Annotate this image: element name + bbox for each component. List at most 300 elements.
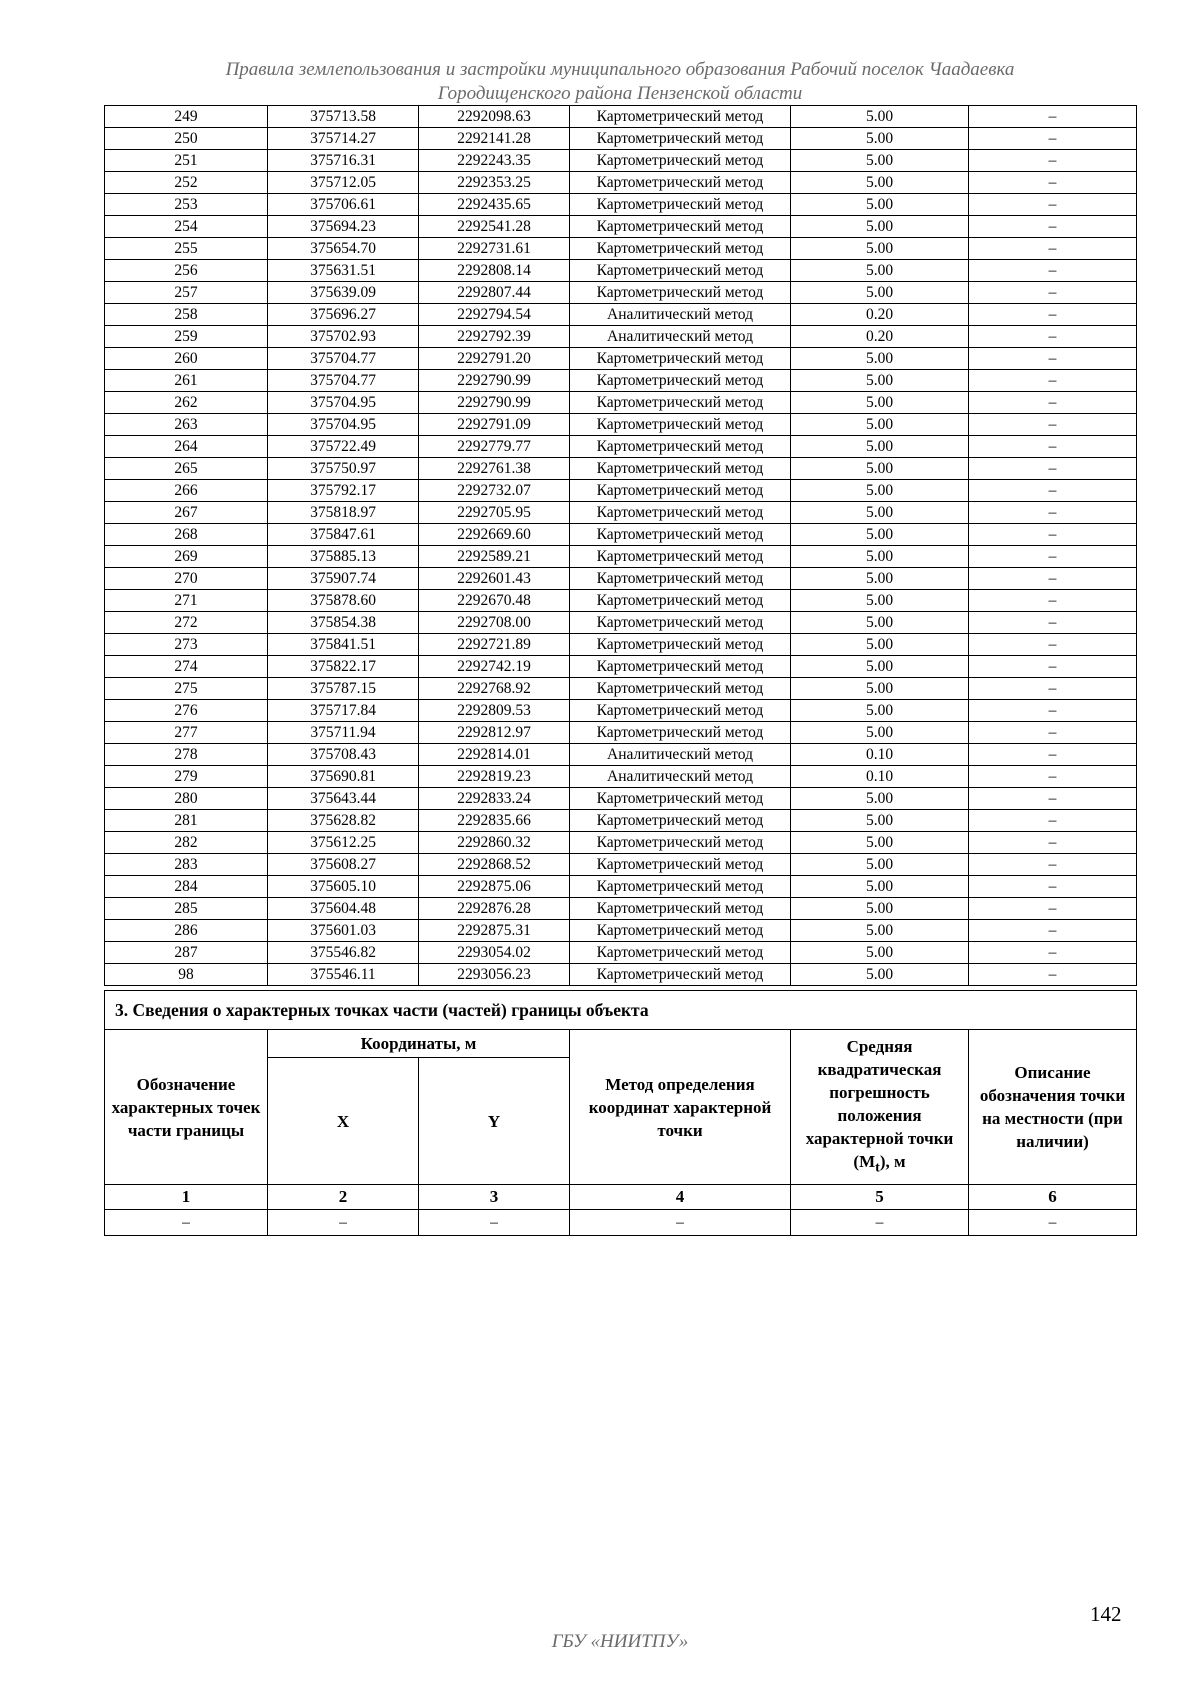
point-number-cell: 268 [105,524,268,546]
error-cell: 5.00 [791,414,969,436]
y-coordinate-cell: 2292589.21 [419,546,570,568]
table-row [105,590,1137,612]
table-row [105,766,1137,788]
x-coordinate-cell: 375643.44 [268,788,419,810]
error-cell: 5.00 [791,392,969,414]
col-x-header: X [268,1058,419,1185]
y-coordinate-cell: 2293054.02 [419,942,570,964]
x-coordinate-cell: 375612.25 [268,832,419,854]
x-coordinate-cell: 375696.27 [268,304,419,326]
method-cell: Картометрический метод [570,656,791,678]
method-cell: Картометрический метод [570,590,791,612]
page-footer: ГБУ «НИИТПУ» [551,1631,689,1652]
description-cell: – [969,546,1137,568]
x-coordinate-cell: 375847.61 [268,524,419,546]
point-number-cell: 274 [105,656,268,678]
x-coordinate-cell: 375711.94 [268,722,419,744]
y-coordinate-cell: 2292835.66 [419,810,570,832]
method-cell: Картометрический метод [570,282,791,304]
error-cell: 5.00 [791,612,969,634]
y-coordinate-cell: 2292098.63 [419,106,570,128]
point-number-cell: 275 [105,678,268,700]
error-cell: 5.00 [791,260,969,282]
error-cell: 0.10 [791,766,969,788]
col-coordinates-header: Координаты, м [268,1030,570,1058]
point-number-cell: 264 [105,436,268,458]
point-number-cell: 283 [105,854,268,876]
point-number-cell: 253 [105,194,268,216]
section-3-title-row [105,991,1137,1030]
x-coordinate-cell: 375716.31 [268,150,419,172]
point-number-cell: 255 [105,238,268,260]
table-row [105,326,1137,348]
method-cell: Картометрический метод [570,788,791,810]
y-coordinate-cell: 2292721.89 [419,634,570,656]
method-cell: Картометрический метод [570,876,791,898]
table-row [105,238,1137,260]
error-cell: 5.00 [791,656,969,678]
x-coordinate-cell: 375878.60 [268,590,419,612]
error-cell: 5.00 [791,788,969,810]
y-coordinate-cell: 2292669.60 [419,524,570,546]
method-cell: Картометрический метод [570,546,791,568]
y-coordinate-cell: 2292768.92 [419,678,570,700]
y-coordinate-cell: 2292791.20 [419,348,570,370]
y-coordinate-cell: 2292794.54 [419,304,570,326]
error-cell: 5.00 [791,128,969,150]
method-cell: Картометрический метод [570,898,791,920]
description-cell: – [969,612,1137,634]
y-coordinate-cell: 2292670.48 [419,590,570,612]
section-3-number-row [105,1185,1137,1210]
description-cell: – [969,876,1137,898]
table-row [105,502,1137,524]
y-coordinate-cell: 2292790.99 [419,370,570,392]
description-cell: – [969,832,1137,854]
table-row [105,678,1137,700]
error-cell: 5.00 [791,370,969,392]
y-coordinate-cell: 2292808.14 [419,260,570,282]
method-cell: Картометрический метод [570,194,791,216]
description-cell: – [969,678,1137,700]
table-row [105,810,1137,832]
method-cell: Картометрический метод [570,612,791,634]
point-number-cell: 286 [105,920,268,942]
x-coordinate-cell: 375722.49 [268,436,419,458]
y-coordinate-cell: 2292868.52 [419,854,570,876]
x-coordinate-cell: 375822.17 [268,656,419,678]
table-row [105,832,1137,854]
col-description-header: Описание обозначения точки на местности (при наличии) [969,1030,1137,1185]
table-row [105,150,1137,172]
table-row [105,568,1137,590]
table-row [105,876,1137,898]
y-coordinate-cell: 2292732.07 [419,480,570,502]
y-coordinate-cell: 2292761.38 [419,458,570,480]
column-number: 3 [419,1185,570,1210]
table-row [105,392,1137,414]
col-error-header-subscript: t [875,1159,880,1176]
x-coordinate-cell: 375854.38 [268,612,419,634]
x-coordinate-cell: 375787.15 [268,678,419,700]
error-cell: 5.00 [791,150,969,172]
point-number-cell: 280 [105,788,268,810]
x-coordinate-cell: 375628.82 [268,810,419,832]
y-coordinate-cell: 2292792.39 [419,326,570,348]
table-row [105,920,1137,942]
error-cell: 5.00 [791,480,969,502]
error-cell: 5.00 [791,722,969,744]
page-header [0,58,1200,106]
x-coordinate-cell: 375818.97 [268,502,419,524]
y-coordinate-cell: 2292243.35 [419,150,570,172]
x-coordinate-cell: 375631.51 [268,260,419,282]
description-cell: – [969,106,1137,128]
method-cell: Аналитический метод [570,766,791,788]
point-number-cell: 279 [105,766,268,788]
error-cell: 5.00 [791,898,969,920]
method-cell: Картометрический метод [570,458,791,480]
y-coordinate-cell: 2292819.23 [419,766,570,788]
description-cell: – [969,172,1137,194]
y-coordinate-cell: 2292731.61 [419,238,570,260]
column-number: 6 [969,1185,1137,1210]
description-cell: – [969,370,1137,392]
coordinates-table [104,105,1137,986]
x-coordinate-cell: 375604.48 [268,898,419,920]
col-method-header: Метод определения координат характерной точки [570,1030,791,1185]
description-cell: – [969,766,1137,788]
table-row [105,458,1137,480]
error-cell: 5.00 [791,678,969,700]
description-cell: – [969,392,1137,414]
error-cell: 5.00 [791,634,969,656]
point-number-cell: 249 [105,106,268,128]
description-cell: – [969,194,1137,216]
method-cell: Картометрический метод [570,700,791,722]
empty-cell: – [791,1210,969,1236]
description-cell: – [969,260,1137,282]
method-cell: Картометрический метод [570,502,791,524]
point-number-cell: 251 [105,150,268,172]
point-number-cell: 272 [105,612,268,634]
error-cell: 5.00 [791,876,969,898]
table-row [105,524,1137,546]
error-cell: 5.00 [791,194,969,216]
y-coordinate-cell: 2292541.28 [419,216,570,238]
point-number-cell: 270 [105,568,268,590]
error-cell: 5.00 [791,920,969,942]
x-coordinate-cell: 375712.05 [268,172,419,194]
col-y-header: Y [419,1058,570,1185]
method-cell: Картометрический метод [570,832,791,854]
table-row [105,854,1137,876]
error-cell: 5.00 [791,106,969,128]
error-cell: 0.20 [791,326,969,348]
description-cell: – [969,304,1137,326]
error-cell: 5.00 [791,854,969,876]
empty-cell: – [105,1210,268,1236]
method-cell: Картометрический метод [570,634,791,656]
col-error-header-tail: ), м [879,1151,906,1171]
section-3-empty-row [105,1210,1137,1236]
y-coordinate-cell: 2292833.24 [419,788,570,810]
x-coordinate-cell: 375750.97 [268,458,419,480]
table-row [105,194,1137,216]
x-coordinate-cell: 375714.27 [268,128,419,150]
x-coordinate-cell: 375605.10 [268,876,419,898]
section-3-table [104,990,1137,1236]
method-cell: Картометрический метод [570,678,791,700]
empty-cell: – [570,1210,791,1236]
point-number-cell: 257 [105,282,268,304]
error-cell: 5.00 [791,458,969,480]
table-row [105,304,1137,326]
point-number-cell: 284 [105,876,268,898]
x-coordinate-cell: 375694.23 [268,216,419,238]
table-row [105,370,1137,392]
point-number-cell: 262 [105,392,268,414]
y-coordinate-cell: 2292791.09 [419,414,570,436]
column-number: 4 [570,1185,791,1210]
description-cell: – [969,502,1137,524]
table-row [105,128,1137,150]
description-cell: – [969,854,1137,876]
y-coordinate-cell: 2292875.06 [419,876,570,898]
method-cell: Аналитический метод [570,744,791,766]
empty-cell: – [969,1210,1137,1236]
x-coordinate-cell: 375885.13 [268,546,419,568]
x-coordinate-cell: 375713.58 [268,106,419,128]
table-row [105,172,1137,194]
header-line-1: Правила землепользования и застройки муниципального образования Рабочий поселок Чаадаевка [225,59,1015,80]
point-number-cell: 256 [105,260,268,282]
table-row [105,634,1137,656]
error-cell: 5.00 [791,832,969,854]
column-number: 1 [105,1185,268,1210]
point-number-cell: 260 [105,348,268,370]
x-coordinate-cell: 375704.95 [268,392,419,414]
method-cell: Картометрический метод [570,524,791,546]
method-cell: Картометрический метод [570,348,791,370]
x-coordinate-cell: 375704.77 [268,370,419,392]
method-cell: Картометрический метод [570,392,791,414]
description-cell: – [969,700,1137,722]
y-coordinate-cell: 2293056.23 [419,964,570,986]
x-coordinate-cell: 375708.43 [268,744,419,766]
table-row [105,898,1137,920]
table-row [105,480,1137,502]
error-cell: 5.00 [791,216,969,238]
point-number-cell: 278 [105,744,268,766]
y-coordinate-cell: 2292705.95 [419,502,570,524]
table-row [105,106,1137,128]
description-cell: – [969,480,1137,502]
table-row [105,788,1137,810]
header-line-2: Городищенского района Пензенской области [437,83,803,104]
description-cell: – [969,458,1137,480]
description-cell: – [969,238,1137,260]
y-coordinate-cell: 2292790.99 [419,392,570,414]
point-number-cell: 263 [105,414,268,436]
error-cell: 0.20 [791,304,969,326]
method-cell: Картометрический метод [570,172,791,194]
method-cell: Картометрический метод [570,238,791,260]
table-row [105,612,1137,634]
point-number-cell: 276 [105,700,268,722]
table-row [105,722,1137,744]
method-cell: Картометрический метод [570,810,791,832]
error-cell: 5.00 [791,502,969,524]
method-cell: Аналитический метод [570,326,791,348]
description-cell: – [969,744,1137,766]
y-coordinate-cell: 2292876.28 [419,898,570,920]
x-coordinate-cell: 375792.17 [268,480,419,502]
method-cell: Картометрический метод [570,414,791,436]
y-coordinate-cell: 2292809.53 [419,700,570,722]
page-number: 142 [1090,1602,1122,1626]
x-coordinate-cell: 375546.11 [268,964,419,986]
method-cell: Картометрический метод [570,216,791,238]
description-cell: – [969,436,1137,458]
point-number-cell: 254 [105,216,268,238]
error-cell: 5.00 [791,546,969,568]
description-cell: – [969,326,1137,348]
table-row [105,348,1137,370]
description-cell: – [969,524,1137,546]
point-number-cell: 267 [105,502,268,524]
description-cell: – [969,568,1137,590]
table-row [105,942,1137,964]
point-number-cell: 269 [105,546,268,568]
description-cell: – [969,942,1137,964]
method-cell: Картометрический метод [570,370,791,392]
point-number-cell: 282 [105,832,268,854]
col-designation-header: Обозначение характерных точек части границы [105,1030,268,1185]
point-number-cell: 250 [105,128,268,150]
x-coordinate-cell: 375717.84 [268,700,419,722]
description-cell: – [969,634,1137,656]
method-cell: Картометрический метод [570,920,791,942]
y-coordinate-cell: 2292435.65 [419,194,570,216]
table-row [105,700,1137,722]
col-error-header-text: Средняя квадратическая погрешность положения характерной точки (M [805,1036,954,1171]
y-coordinate-cell: 2292708.00 [419,612,570,634]
point-number-cell: 259 [105,326,268,348]
description-cell: – [969,414,1137,436]
error-cell: 5.00 [791,282,969,304]
x-coordinate-cell: 375690.81 [268,766,419,788]
description-cell: – [969,282,1137,304]
column-number: 5 [791,1185,969,1210]
description-cell: – [969,656,1137,678]
x-coordinate-cell: 375704.95 [268,414,419,436]
x-coordinate-cell: 375546.82 [268,942,419,964]
column-number: 2 [268,1185,419,1210]
y-coordinate-cell: 2292812.97 [419,722,570,744]
error-cell: 5.00 [791,700,969,722]
y-coordinate-cell: 2292860.32 [419,832,570,854]
table-row [105,546,1137,568]
description-cell: – [969,920,1137,942]
method-cell: Картометрический метод [570,436,791,458]
point-number-cell: 273 [105,634,268,656]
x-coordinate-cell: 375601.03 [268,920,419,942]
point-number-cell: 285 [105,898,268,920]
y-coordinate-cell: 2292814.01 [419,744,570,766]
point-number-cell: 258 [105,304,268,326]
error-cell: 5.00 [791,436,969,458]
description-cell: – [969,128,1137,150]
col-error-header [791,1030,969,1185]
table-row [105,282,1137,304]
table-row [105,216,1137,238]
description-cell: – [969,964,1137,986]
description-cell: – [969,788,1137,810]
empty-cell: – [268,1210,419,1236]
table-row [105,414,1137,436]
description-cell: – [969,348,1137,370]
error-cell: 5.00 [791,238,969,260]
point-number-cell: 265 [105,458,268,480]
section-3-title: 3. Сведения о характерных точках части (частей) границы объекта [105,991,1137,1030]
description-cell: – [969,150,1137,172]
y-coordinate-cell: 2292742.19 [419,656,570,678]
description-cell: – [969,898,1137,920]
x-coordinate-cell: 375704.77 [268,348,419,370]
point-number-cell: 281 [105,810,268,832]
method-cell: Картометрический метод [570,106,791,128]
method-cell: Картометрический метод [570,128,791,150]
table-row [105,260,1137,282]
error-cell: 5.00 [791,524,969,546]
method-cell: Картометрический метод [570,722,791,744]
method-cell: Картометрический метод [570,568,791,590]
point-number-cell: 287 [105,942,268,964]
method-cell: Картометрический метод [570,964,791,986]
x-coordinate-cell: 375702.93 [268,326,419,348]
error-cell: 5.00 [791,942,969,964]
table-row [105,964,1137,986]
section-3-header-row-1 [105,1030,1137,1058]
y-coordinate-cell: 2292807.44 [419,282,570,304]
point-number-cell: 98 [105,964,268,986]
error-cell: 5.00 [791,810,969,832]
x-coordinate-cell: 375654.70 [268,238,419,260]
x-coordinate-cell: 375608.27 [268,854,419,876]
error-cell: 5.00 [791,172,969,194]
error-cell: 5.00 [791,964,969,986]
description-cell: – [969,810,1137,832]
x-coordinate-cell: 375841.51 [268,634,419,656]
x-coordinate-cell: 375907.74 [268,568,419,590]
description-cell: – [969,722,1137,744]
method-cell: Картометрический метод [570,942,791,964]
error-cell: 0.10 [791,744,969,766]
coordinates-table-body [105,106,1137,986]
method-cell: Картометрический метод [570,260,791,282]
y-coordinate-cell: 2292779.77 [419,436,570,458]
point-number-cell: 266 [105,480,268,502]
x-coordinate-cell: 375706.61 [268,194,419,216]
error-cell: 5.00 [791,590,969,612]
method-cell: Аналитический метод [570,304,791,326]
point-number-cell: 271 [105,590,268,612]
error-cell: 5.00 [791,568,969,590]
description-cell: – [969,590,1137,612]
method-cell: Картометрический метод [570,854,791,876]
y-coordinate-cell: 2292601.43 [419,568,570,590]
